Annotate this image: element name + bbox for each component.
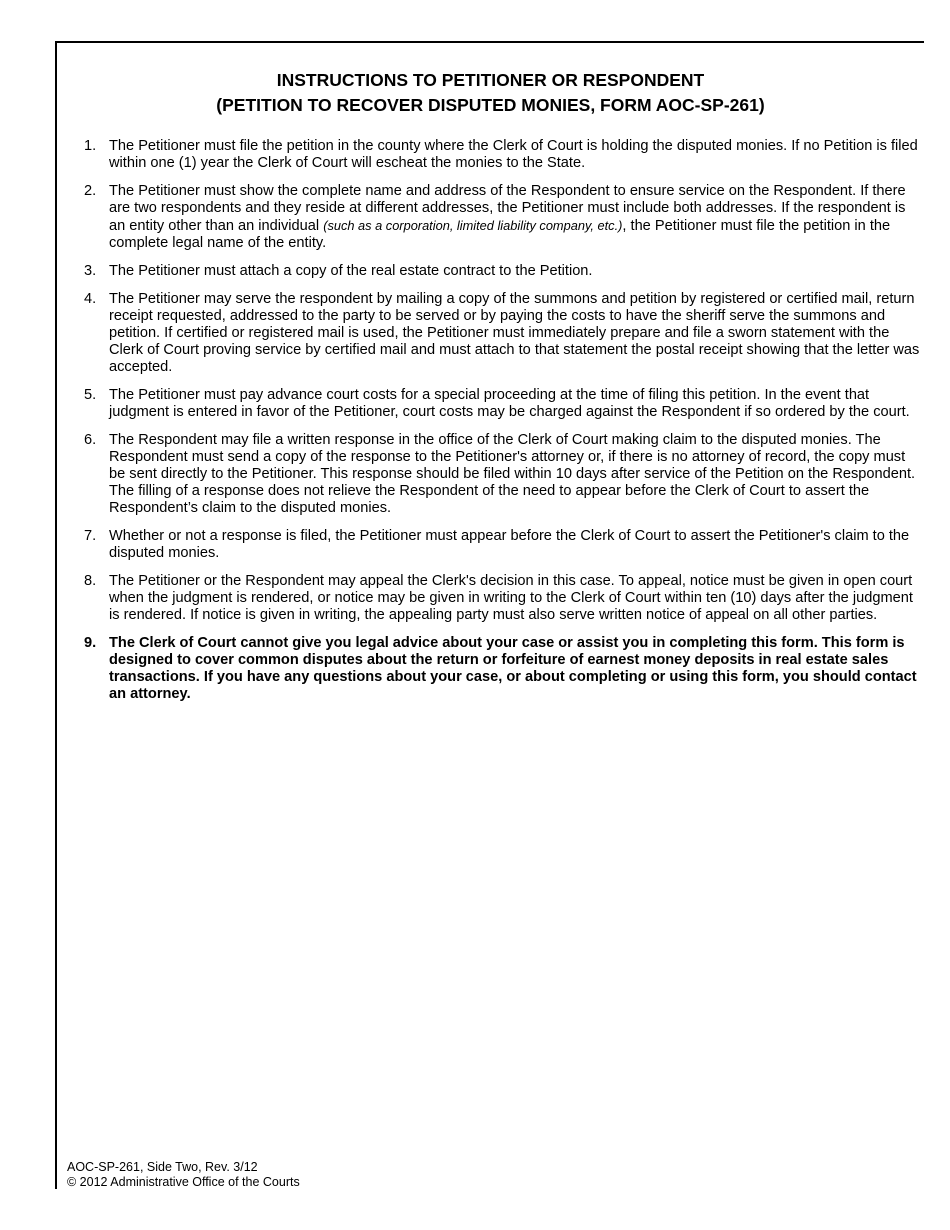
instruction-number: 3. — [84, 263, 97, 279]
instruction-number: 2. — [84, 183, 97, 199]
instruction-number: 8. — [84, 573, 97, 589]
page-border-left — [55, 41, 57, 1189]
instruction-text: The Petitioner may serve the respondent by mailing a copy of the summons and petition by registered or certified mail, return receipt requested, addressed to the party to be served or by paying the costs to have the sheriff serve the summons and petition. If certified or registered mail is used, the Petitioner must immediately prepare and file a sworn statement with the Clerk of Court proving service by certified mail and must attach to that statement the postal receipt showing that the letter was accepted. — [109, 291, 920, 375]
instruction-item-9 — [84, 635, 920, 703]
instruction-text-part: , the Petitioner must file the petition in the complete legal name of the entity. — [109, 218, 891, 251]
instruction-item-5 — [84, 387, 920, 421]
instruction-item-2 — [84, 183, 920, 252]
instruction-number: 9. — [84, 635, 97, 651]
title-line-2: (PETITION TO RECOVER DISPUTED MONIES, FORM AOC-SP-261) — [216, 95, 765, 115]
instruction-item-1 — [84, 138, 920, 172]
instruction-text-italic: (such as a corporation, limited liability company, etc.) — [323, 218, 623, 233]
instruction-number: 7. — [84, 528, 97, 544]
instruction-item-6 — [84, 432, 920, 517]
page-title — [57, 68, 924, 118]
title-line-1: INSTRUCTIONS TO PETITIONER OR RESPONDENT — [276, 70, 705, 90]
footer-copyright: © 2012 Administrative Office of the Courts — [67, 1175, 300, 1189]
page-border-top — [55, 41, 924, 43]
footer-form-info: AOC-SP-261, Side Two, Rev. 3/12 — [67, 1160, 258, 1174]
instruction-number: 1. — [84, 138, 97, 154]
instruction-text: Whether or not a response is filed, the Petitioner must appear before the Clerk of Court to assert the Petitioner's claim to the disputed monies. — [109, 528, 910, 561]
instruction-item-3 — [84, 263, 920, 280]
instructions-list — [84, 138, 920, 714]
page-footer — [67, 1160, 300, 1190]
instruction-item-8 — [84, 573, 920, 624]
instruction-number: 4. — [84, 291, 97, 307]
instruction-item-4 — [84, 291, 920, 376]
instruction-text: The Petitioner must pay advance court costs for a special proceeding at the time of filing this petition. In the event that judgment is entered in favor of the Petitioner, court costs may be charged against the Respondent if so ordered by the court. — [109, 387, 910, 420]
instruction-text: The Clerk of Court cannot give you legal advice about your case or assist you in completing this form. This form is designed to cover common disputes about the return or forfeiture of earnest money deposits in real estate sales transactions. If you have any questions about your case, or about completing or using this form, you should contact an attorney. — [109, 635, 917, 702]
instruction-text: The Petitioner or the Respondent may appeal the Clerk's decision in this case. To appeal, notice must be given in open court when the judgment is rendered, or notice may be given in writing to the Clerk of Court within ten (10) days after the judgment is rendered. If notice is given in writing, the appealing party must also serve written notice of appeal on all other parties. — [109, 573, 913, 623]
instruction-text: The Petitioner must attach a copy of the real estate contract to the Petition. — [109, 263, 593, 279]
instruction-number: 5. — [84, 387, 97, 403]
instruction-text: The Petitioner must file the petition in the county where the Clerk of Court is holding the disputed monies. If no Petition is filed within one (1) year the Clerk of Court will escheat the monies to the State. — [109, 138, 918, 171]
instruction-text — [109, 183, 906, 251]
instruction-item-7 — [84, 528, 920, 562]
instruction-number: 6. — [84, 432, 97, 448]
instruction-text: The Respondent may file a written response in the office of the Clerk of Court making claim to the disputed monies. The Respondent must send a copy of the response to the Petitioner's attorney or, if there is no attorney of record, the copy must be sent directly to the Petitioner. This response should be filed within 10 days after service of the Petition on the Respondent. The filling of a response does not relieve the Respondent of the need to appear before the Clerk of Court to assert the Respondent’s claim to the disputed monies. — [109, 432, 916, 516]
instruction-text-part: The Petitioner must show the complete name and address of the Respondent to ensure service on the Respondent. If there are two respondents and they reside at different addresses, the Petitioner must include both addresses. If the respondent is an entity other than an individual — [109, 183, 906, 234]
